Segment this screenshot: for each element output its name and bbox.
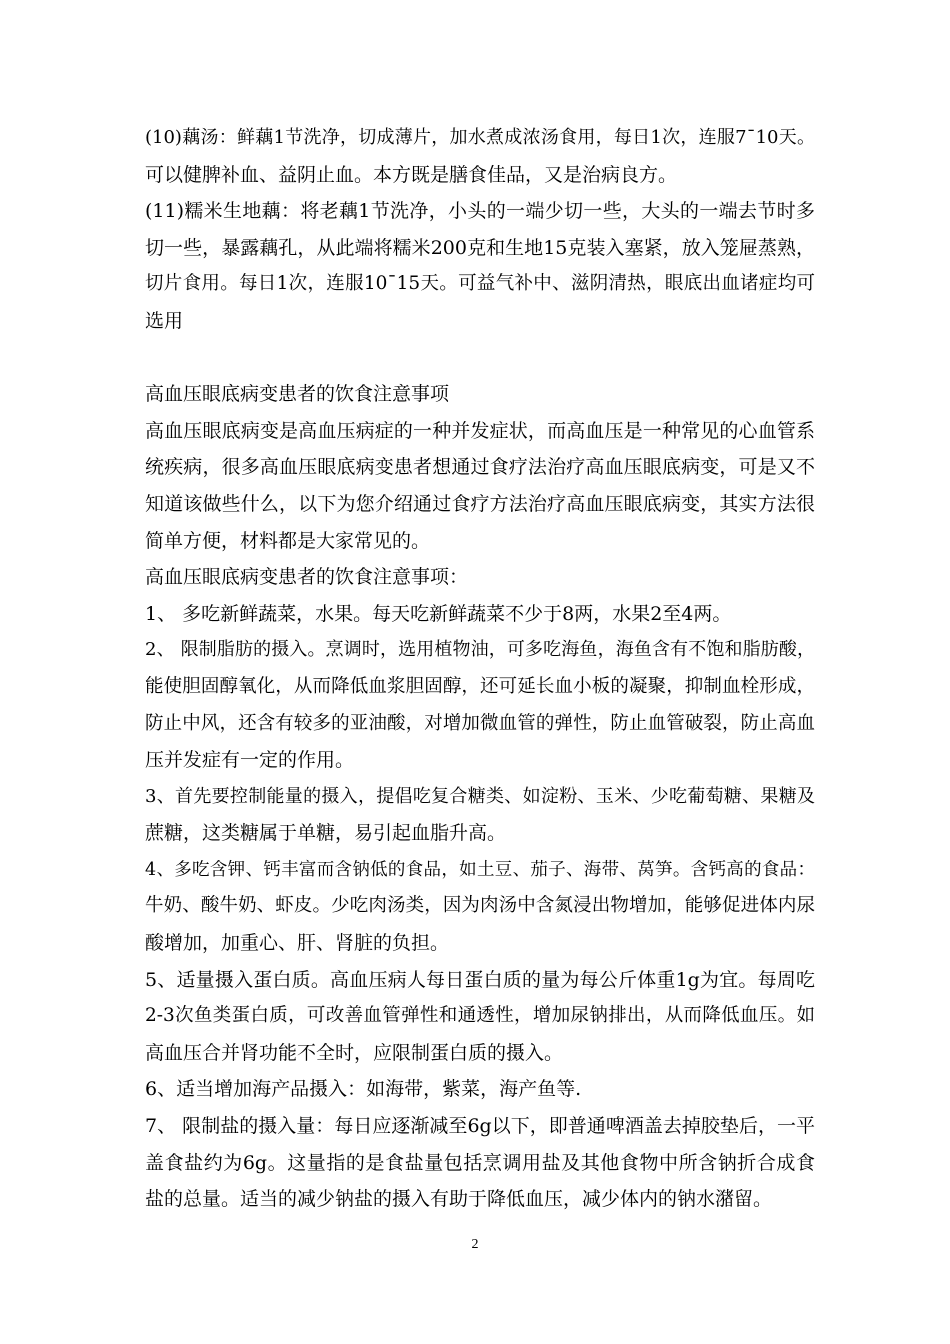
text-line: 高血压合并肾功能不全时，应限制蛋白质的摄入。 — [145, 1041, 564, 1064]
text-line: 压并发症有一定的作用。 — [145, 749, 355, 772]
text-line: 高血压眼底病变患者的饮食注意事项： — [145, 566, 469, 589]
page-number: 2 — [471, 1237, 479, 1252]
text-line: 知道该做些什么，以下为您介绍通过食疗方法治疗高血压眼底病变，其实方法很 — [145, 492, 815, 515]
list-item: 5、适量摄入蛋白质。高血压病人每日蛋白质的量为每公斤体重1g为宜。每周吃 — [145, 968, 815, 991]
text-line: 牛奶、酸牛奶、虾皮。少吃肉汤类，因为肉汤中含氮浸出物增加，能够促进体内尿 — [145, 895, 815, 917]
text-line: 蔗糖，这类糖属于单糖，易引起血脂升高。 — [145, 822, 507, 845]
list-item: 3、首先要控制能量的摄入，提倡吃复合糖类、如淀粉、玉米、少吃葡萄糖、果糖及 — [145, 785, 815, 807]
list-item: 6、适当增加海产品摄入：如海带，紫菜，海产鱼等. — [145, 1078, 582, 1101]
text-line: 能使胆固醇氧化，从而降低血浆胆固醇，还可延长血小板的凝聚，抑制血栓形成， — [145, 675, 815, 697]
list-item: 1、 多吃新鲜蔬菜，水果。每天吃新鲜蔬菜不少于8两，水果2至4两。 — [145, 602, 732, 625]
text-line: 可以健脾补血、益阴止血。本方既是膳食佳品，又是治病良方。 — [145, 163, 678, 186]
text-line: 防止中风，还含有较多的亚油酸，对增加微血管的弹性，防止血管破裂，防止高血 — [145, 712, 815, 734]
text-line: 高血压眼底病变是高血压病症的一种并发症状，而高血压是一种常见的心血管系 — [145, 419, 815, 442]
list-item: 2、 限制脂肪的摄入。烹调时，选用植物油，可多吃海鱼，海鱼含有不饱和脂肪酸， — [145, 639, 815, 661]
text-line: 盐的总量。适当的减少钠盐的摄入有助于降低血压，减少体内的钠水潴留。 — [145, 1188, 773, 1211]
text-line: (11)糯米生地藕：将老藕1节洗净，小头的一端少切一些，大头的一端去节时多 — [145, 200, 815, 223]
text-line: 2-3次鱼类蛋白质，可改善血管弹性和通透性，增加尿钠排出，从而降低血压。如 — [145, 1005, 815, 1027]
body-text — [145, 120, 815, 1218]
section-heading: 高血压眼底病变患者的饮食注意事项 — [145, 383, 450, 406]
text-line: 酸增加，加重心、肝、肾脏的负担。 — [145, 932, 450, 955]
text-line: 盖食盐约为6g。这量指的是食盐量包括烹调用盐及其他食物中所含钠折合成食 — [145, 1151, 815, 1174]
text-line: 选用 — [145, 309, 184, 332]
blank-line — [145, 340, 815, 377]
text-line: 统疾病，很多高血压眼底病变患者想通过食疗法治疗高血压眼底病变，可是又不 — [145, 456, 815, 479]
list-item: 4、多吃含钾、钙丰富而含钠低的食品，如土豆、茄子、海带、莴笋。含钙高的食品： — [145, 859, 815, 880]
text-line: 简单方便，材料都是大家常见的。 — [145, 529, 431, 552]
list-item: 7、 限制盐的摄入量：每日应逐渐减至6g以下，即普通啤酒盖去掉胶垫后，一平 — [145, 1115, 815, 1138]
text-line: 切一些，暴露藕孔，从此端将糯米200克和生地15克装入塞紧，放入笼屉蒸熟， — [145, 236, 815, 259]
text-line: (10)藕汤：鲜藕1节洗净，切成薄片，加水煮成浓汤食用，每日1次，连服7¯10天。 — [145, 127, 815, 148]
text-line: 切片食用。每日1次，连服10¯15天。可益气补中、滋阴清热，眼底出血诸症均可 — [145, 273, 815, 295]
